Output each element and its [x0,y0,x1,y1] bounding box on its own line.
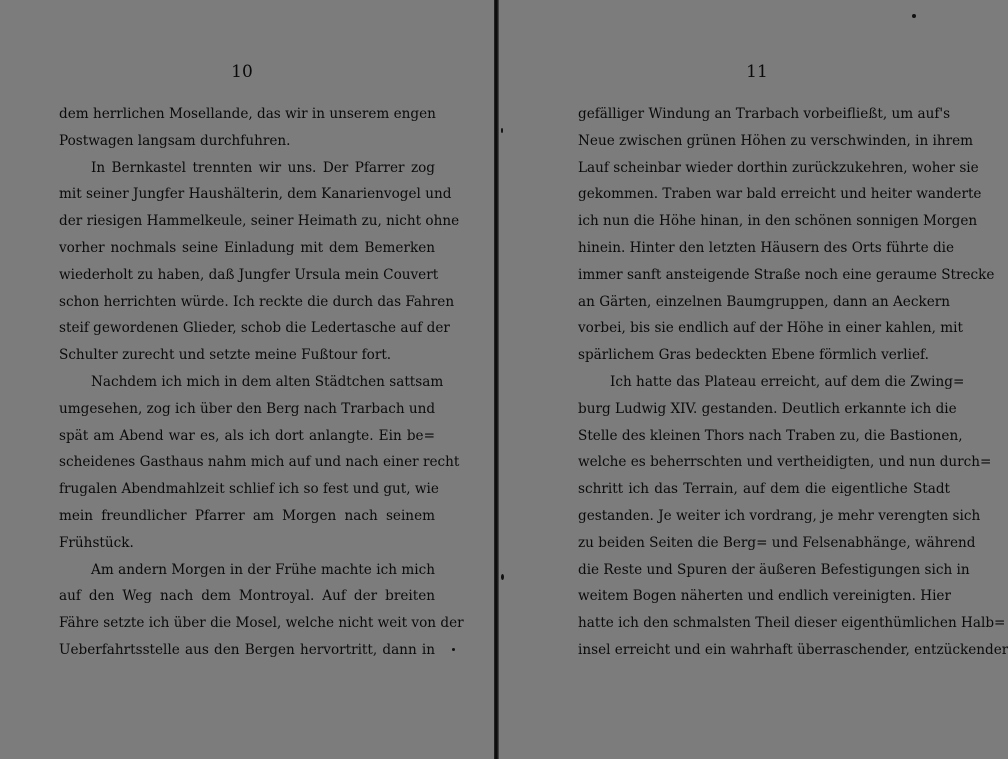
page-number-left: 10 [231,62,253,82]
text-line: welche es beherrschten und vertheidigten, und nun durch= [578,454,992,471]
text-line: der riesigen Hammelkeule, seiner Heimath zu, nicht ohne [59,213,460,230]
text-line: Neue zwischen grünen Höhen zu verschwinden, in ihrem [578,132,974,149]
text-line: spärlichem Gras bedeckten Ebene förmlich verlief. [578,347,929,364]
ink-speck [912,14,916,18]
text-line: Nachdem ich mich in dem alten Städtchen sattsam [91,373,444,390]
text-line: Postwagen langsam durchfuhren. [59,132,291,149]
left-page-text [59,101,464,664]
left-page [0,0,495,759]
text-line: gestanden. Je weiter ich vordrang, je mehr verengten sich [578,507,981,524]
text-line: schritt ich das Terrain, auf dem die eigentliche Stadt [578,481,950,498]
page-number-right: 11 [746,62,768,82]
book-gutter [494,0,499,759]
text-line: hinein. Hinter den letzten Häusern des Orts führte die [578,239,955,256]
text-line: In Bernkastel trennten wir uns. Der Pfarrer zog [91,159,435,176]
text-line: hatte ich den schmalsten Theil dieser eigenthümlichen Halb= [578,615,1006,632]
text-line: vorher nochmals seine Einladung mit dem Bemerken [59,239,435,256]
text-line: burg Ludwig XIV. gestanden. Deutlich erkannte ich die [578,400,957,417]
text-line: frugalen Abendmahlzeit schlief ich so fest und gut, wie [59,481,439,498]
text-line: an Gärten, einzelnen Baumgruppen, dann an Aeckern [578,293,950,310]
text-line: weitem Bogen näherten und endlich vereinigten. Hier [578,588,951,605]
text-line: mit seiner Jungfer Haushälterin, dem Kanarienvogel und [59,186,452,203]
text-line: mein freundlicher Pfarrer am Morgen nach seinem [59,507,435,524]
ink-speck [452,648,455,651]
text-line: auf den Weg nach dem Montroyal. Auf der breiten [59,588,435,605]
right-page-text [578,101,1008,664]
text-line: Ueberfahrtsstelle aus den Bergen hervortritt, dann in [59,641,435,658]
text-line: scheidenes Gasthaus nahm mich auf und nach einer recht [59,454,460,471]
text-line: schon herrichten würde. Ich reckte die durch das Fahren [59,293,455,310]
text-line: wiederholt zu haben, daß Jungfer Ursula mein Couvert [59,266,439,283]
right-page [500,0,1008,759]
text-line: dem herrlichen Mosellande, das wir in unserem engen [59,106,436,122]
text-line: umgesehen, zog ich über den Berg nach Trarbach und [59,400,436,417]
text-line: insel erreicht und ein wahrhaft überraschender, entzückender [578,641,1008,658]
text-line: gefälliger Windung an Trarbach vorbeifließt, um auf's [578,106,951,122]
text-line: die Reste und Spuren der äußeren Befestigungen sich in [578,561,970,578]
text-line: Fähre setzte ich über die Mosel, welche nicht weit von der [59,615,464,632]
text-line: Stelle des kleinen Thors nach Traben zu, die Bastionen, [578,427,963,444]
text-line: steif gewordenen Glieder, schob die Ledertasche auf der [59,320,450,337]
text-line: vorbei, bis sie endlich auf der Höhe in einer kahlen, mit [578,320,963,337]
text-line: Ich hatte das Plateau erreicht, auf dem die Zwing= [610,373,965,390]
text-line: zu beiden Seiten die Berg= und Felsenabhänge, während [578,534,976,551]
text-line: spät am Abend war es, als ich dort anlangte. Ein be= [59,427,435,444]
ink-speck [501,574,504,580]
text-line: Am andern Morgen in der Frühe machte ich mich [91,561,435,578]
text-line: Lauf scheinbar wieder dorthin zurückzukehren, woher sie [578,159,979,176]
text-line: Schulter zurecht und setzte meine Fußtour fort. [59,347,392,364]
text-line: ich nun die Höhe hinan, in den schönen sonnigen Morgen [578,213,978,230]
ink-speck [501,128,503,133]
text-line: Frühstück. [59,534,134,551]
text-line: immer sanft ansteigende Straße noch eine geraume Strecke [578,266,995,283]
text-line: gekommen. Traben war bald erreicht und heiter wanderte [578,186,982,203]
